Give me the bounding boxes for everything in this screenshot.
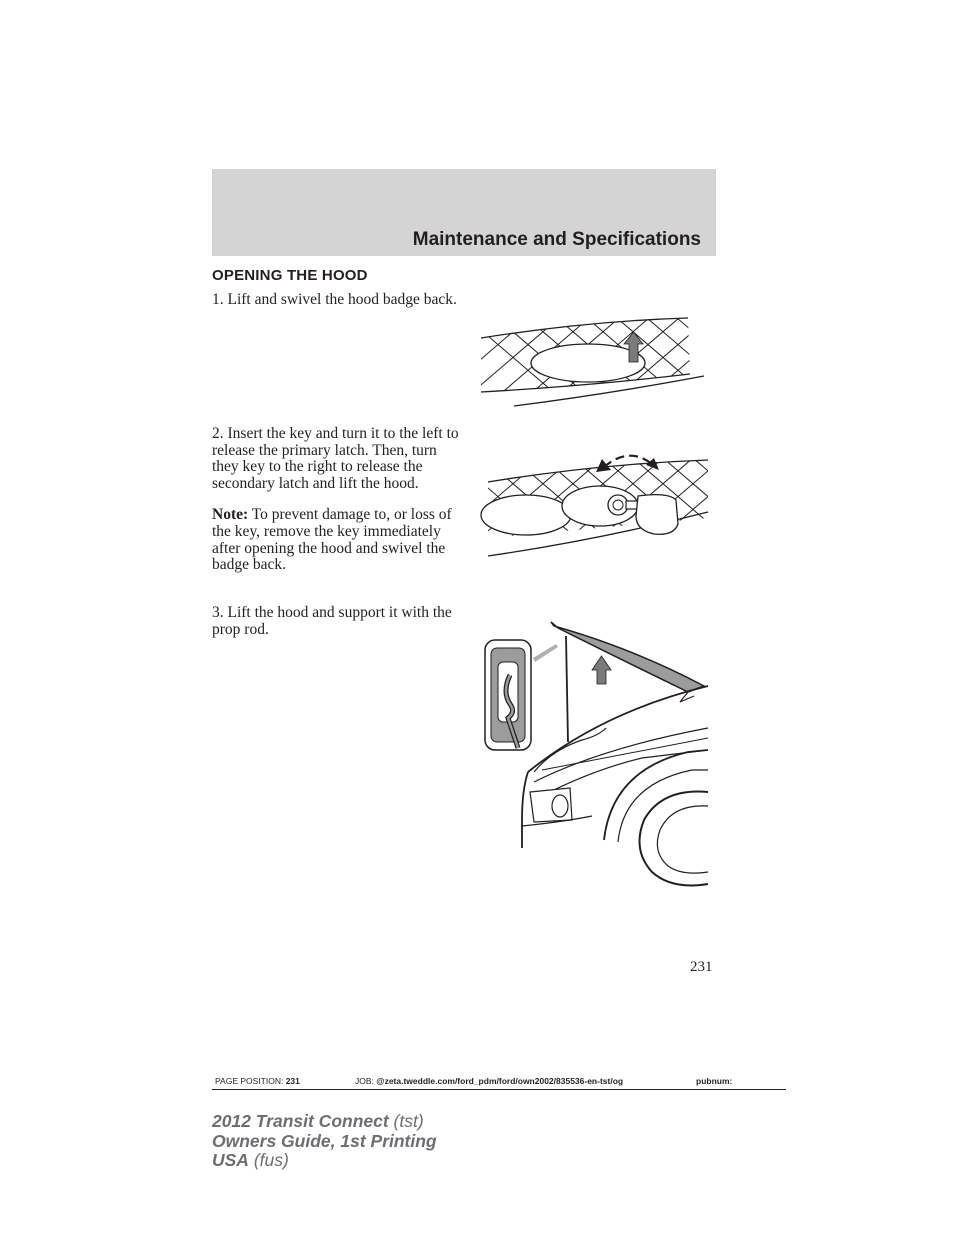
hood-badge-illustration [478,296,712,408]
print-imprint: 2012 Transit Connect (tst) Owners Guide, 1st Printing USA (fus) [212,1111,437,1170]
up-arrow-icon [592,656,611,684]
note-label: Note: [212,506,249,524]
footer-page-position: PAGE POSITION: 231 [215,1076,300,1086]
note-text: To prevent damage to, or loss of the key, remove the key immediately after opening the hood and swivel the badge back. [212,506,452,574]
rotate-left-arrow-icon [596,459,611,472]
step-3 [212,605,464,638]
step-1 [212,292,464,309]
rotate-right-arrow-icon [646,458,659,470]
step-1-text: 1. Lift and swivel the hood badge back. [212,291,457,308]
section-heading: OPENING THE HOOD [212,267,368,284]
footer-divider [212,1089,786,1090]
footer-pubnum: pubnum: [696,1076,733,1086]
note-paragraph [212,507,464,573]
page-number: 231 [690,959,713,975]
footer-job: JOB: @zeta.tweddle.com/ford_pdm/ford/own2002/835536-en-tst/og [355,1076,624,1086]
step-2-text: 2. Insert the key and turn it to the left to release the primary latch. Then, turn they key to the right to release the secondary latch and lift the hood. [212,425,459,492]
hood-latch-key-illustration [478,448,712,560]
chapter-title: Maintenance and Specifications [412,229,701,250]
step-3-text: 3. Lift the hood and support it with the prop rod. [212,604,452,638]
hood-prop-rod-illustration [482,620,710,890]
header-band [212,169,716,256]
step-2 [212,426,464,574]
